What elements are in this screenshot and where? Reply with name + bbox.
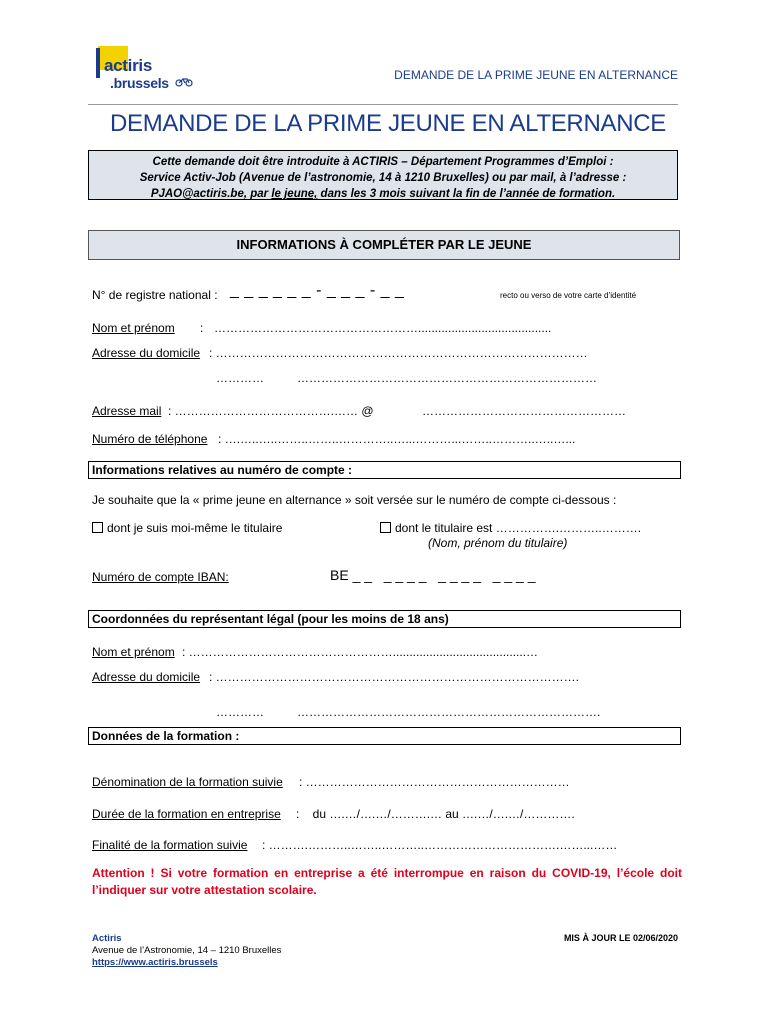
logo-text-brussels: .brussels — [110, 75, 169, 91]
header-divider — [88, 104, 678, 105]
adresse-label: Adresse du domicile — [92, 346, 201, 360]
option-other-label: dont le titulaire est …………….………..………. — [395, 521, 642, 535]
intro-box — [88, 150, 678, 200]
tel-input[interactable]: : ….…..…..……..……..…………..…...………...……..………..…..…... — [218, 432, 576, 446]
adresse-input[interactable]: : ………………………………………………………………………………… — [209, 346, 588, 360]
intro-line-3 — [89, 186, 677, 202]
iban-input[interactable]: BE _ _ _ _ _ _ _ _ _ _ _ _ _ _ — [330, 567, 536, 583]
footer-address: Avenue de l’Astronomie, 14 – 1210 Bruxelles — [92, 945, 282, 956]
intro-line-2: Service Activ-Job (Avenue de l’astronomie, 14 à 1210 Bruxelles) ou par mail, à l’adresse : — [139, 172, 627, 184]
registre-note: recto ou verso de votre carte d’identité — [500, 291, 637, 300]
update-date: MIS À JOUR LE 02/06/2020 — [563, 933, 678, 943]
formation-header: Données de la formation : — [88, 727, 681, 745]
section-title-jeune: INFORMATIONS À COMPLÉTER PAR LE JEUNE — [88, 230, 680, 260]
adresse-input-2a[interactable]: ………… — [216, 371, 264, 385]
running-header: DEMANDE DE LA PRIME JEUNE EN ALTERNANCE — [394, 68, 678, 82]
option-titulaire-other[interactable] — [380, 521, 641, 535]
option-self-label: dont je suis moi-même le titulaire — [107, 521, 283, 535]
duree-label: Durée de la formation en entreprise — [92, 807, 281, 821]
denom-label: Dénomination de la formation suivie — [92, 775, 283, 789]
logo-bar — [96, 48, 100, 78]
footer-org: Actiris — [92, 933, 122, 944]
option-titulaire-self[interactable] — [92, 521, 282, 535]
intro-text: PJAO@actiris.be, par — [150, 188, 272, 200]
covid-warning: Attention ! Si votre formation en entreprise a été interrompue en raison du COVID-19, l’école doit l’indiquer sur votre attestation scolaire. — [92, 866, 682, 897]
mail-label: Adresse mail — [92, 404, 162, 418]
rep-adresse-input-2a[interactable]: ………… — [216, 705, 264, 719]
representant-header: Coordonnées du représentant légal (pour les moins de 18 ans) — [88, 610, 681, 628]
intro-line-1: Cette demande doit être introduite à ACTIRIS – Département Programmes d’Emploi : — [152, 156, 614, 168]
adresse-input-2b[interactable]: ………………………………………………………………… — [297, 371, 597, 385]
compte-sentence: Je souhaite que la « prime jeune en alternance » soit versée sur le numéro de compte ci-dessous : — [92, 493, 617, 507]
intro-text-end: dans les 3 mois suivant la fin de l’année de formation. — [317, 188, 616, 200]
nom-label: Nom et prénom — [92, 321, 175, 335]
rep-nom-label: Nom et prénom — [92, 645, 175, 659]
registre-label: N° de registre national : — [92, 288, 218, 302]
rep-adresse-input-2b[interactable]: …………………………………………………………………. — [297, 705, 601, 719]
option-other-hint: (Nom, prénom du titulaire) — [428, 536, 568, 550]
nom-input[interactable]: ……………………………………………........................................ — [214, 321, 552, 335]
nom-colon: : — [200, 321, 204, 335]
tel-label: Numéro de téléphone — [92, 432, 208, 446]
registre-input[interactable]: _ _ _ _ _ _ - _ _ _ - _ _ — [230, 282, 405, 299]
checkbox-other[interactable] — [380, 522, 391, 533]
duree-input[interactable]: : du ….…/….…/……….… au ….…/….…/…………. — [296, 807, 575, 821]
mail-input-domain[interactable]: …………………………………………… — [422, 404, 626, 418]
finalite-label: Finalité de la formation suivie — [92, 838, 248, 852]
checkbox-self[interactable] — [92, 522, 103, 533]
iban-label: Numéro de compte IBAN: — [92, 570, 229, 584]
compte-header: Informations relatives au numéro de compte : — [88, 461, 681, 479]
footer-link[interactable]: https://www.actiris.brussels — [92, 957, 218, 968]
finalite-input[interactable]: : ……….………..……..………..…………………………….……...…… — [262, 838, 618, 852]
denom-input[interactable]: : ………………………………………………………… — [299, 775, 570, 789]
page-title: DEMANDE DE LA PRIME JEUNE EN ALTERNANCE — [110, 110, 666, 137]
rep-nom-input[interactable]: : ……………………………………………........................................… — [182, 645, 539, 659]
bicycle-icon — [175, 77, 193, 90]
logo-text-actiris: actiris — [104, 56, 152, 75]
rep-adresse-input[interactable]: : ………………………………………………………………………………. — [209, 670, 580, 684]
intro-underlined: le jeune, — [271, 188, 318, 200]
mail-input-user[interactable]: : ………………………………….…… @ — [168, 404, 374, 418]
rep-adresse-label: Adresse du domicile — [92, 670, 201, 684]
